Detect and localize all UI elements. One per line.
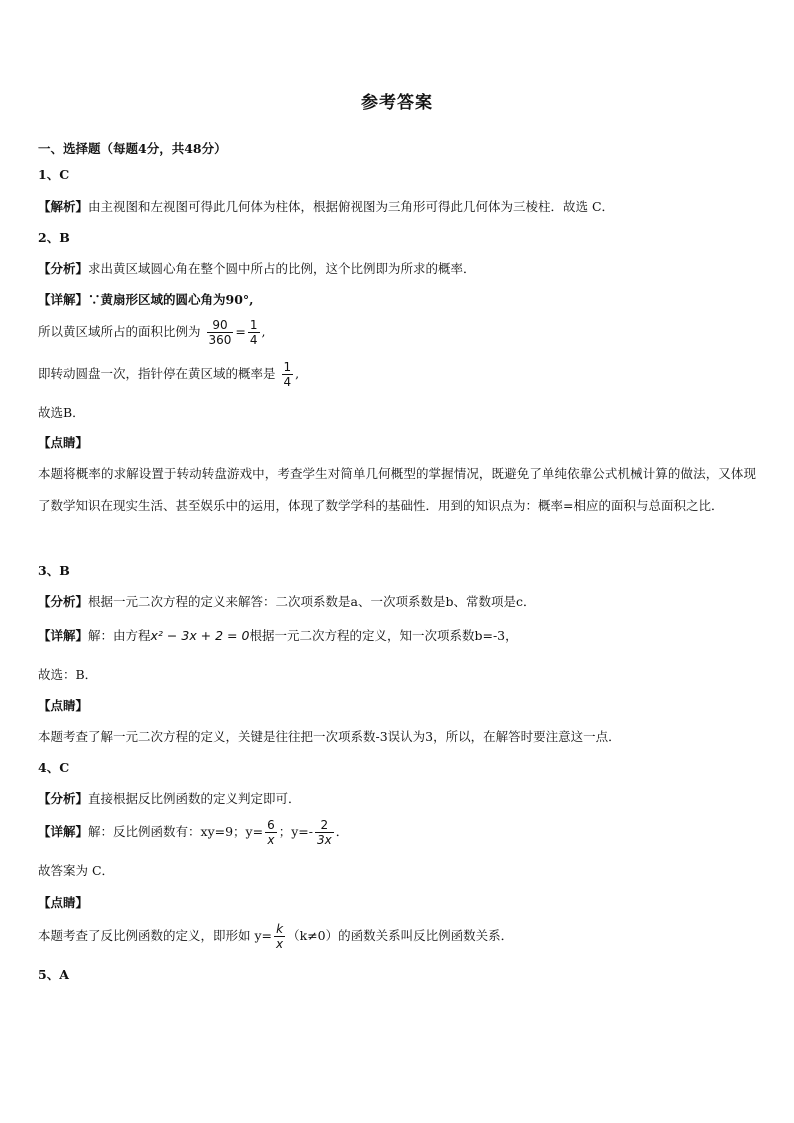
- fraction-denominator: x: [265, 832, 277, 847]
- q4-analysis: [38, 790, 301, 808]
- fraction-6-over-x: [265, 818, 277, 847]
- detail-text-end: ．: [335, 824, 349, 839]
- review-text: 本题考查了反比例函数的定义，即形如 y=: [38, 928, 273, 943]
- fraction-numerator: 1: [249, 318, 258, 332]
- q2-line-probability: [38, 360, 299, 389]
- probability-end: ,: [295, 366, 300, 381]
- fraction-denominator: 4: [249, 333, 258, 347]
- fraction-denominator: 360: [208, 333, 232, 347]
- review-text-end: （k≠0）的函数关系叫反比例函数关系．: [287, 928, 514, 943]
- detail-text-mid: ；y=-: [278, 824, 313, 839]
- q3-choose: 故选：B．: [38, 667, 98, 682]
- section-heading: 一、选择题（每题4分，共48分）: [38, 141, 227, 156]
- q4-detail: [38, 818, 348, 847]
- ratio-text: 所以黄区域所占的面积比例为: [38, 324, 201, 339]
- detail-tag: 【详解】: [38, 292, 89, 307]
- fraction-numerator: 2: [320, 818, 329, 832]
- detail-tag: 【详解】: [38, 824, 89, 839]
- q3-number: 3、B: [38, 563, 70, 578]
- q5-number: 5、A: [38, 967, 69, 982]
- analysis-tag: 【解析】: [38, 199, 89, 214]
- q2-line-ratio: [38, 318, 266, 347]
- probability-text: 即转动圆盘一次，指针停在黄区域的概率是: [38, 366, 276, 381]
- detail-text-end: 根据一元二次方程的定义，知一次项系数b=-3，: [249, 628, 518, 643]
- q4-number: 4、C: [38, 760, 70, 775]
- analysis-text: 直接根据反比例函数的定义判定即可．: [88, 791, 301, 806]
- analysis-text: 求出黄区域圆心角在整个圆中所占的比例，这个比例即为所求的概率．: [88, 261, 476, 276]
- fraction-90-360: [207, 318, 234, 347]
- ratio-end: ,: [261, 324, 266, 339]
- q3-detail: [38, 627, 518, 645]
- fraction-numerator: 6: [267, 818, 275, 832]
- fraction-2-over-3x: [315, 818, 334, 847]
- fraction-numerator: 1: [283, 360, 292, 374]
- q2-analysis: [38, 260, 476, 278]
- fraction-denominator: 3x: [317, 833, 332, 847]
- analysis-tag: 【分析】: [38, 261, 89, 276]
- q3-analysis: [38, 593, 535, 611]
- quadratic-equation: x² − 3x + 2 = 0: [150, 628, 250, 643]
- detail-text: ∵黄扇形区域的圆心角为90°,: [88, 292, 254, 307]
- q1-number: 1、C: [38, 167, 70, 182]
- fraction-1-4: [282, 360, 294, 389]
- analysis-text: 由主视图和左视图可得此几何体为柱体，根据俯视图为三角形可得此几何体为三棱柱．故选 C．: [88, 199, 615, 214]
- q3-review-tag: 【点睛】: [38, 698, 89, 713]
- q2-number: 2、B: [38, 230, 70, 245]
- fraction-numerator: 90: [212, 318, 228, 332]
- detail-tag: 【详解】: [38, 628, 89, 643]
- detail-text: 解：由方程: [88, 628, 151, 643]
- fraction-k-over-x: [274, 922, 285, 951]
- fraction-denominator: 4: [283, 375, 292, 389]
- q2-detail: [38, 291, 254, 309]
- q2-review: 本题将概率的求解设置于转动转盘游戏中，考查学生对简单几何概型的掌握情况，既避免了单纯依靠公式机械计算的做法，又体现了数学知识在现实生活、甚至娱乐中的运用，体现了数学学科的基础性．用到的知识点为：概率=相应的面积与总面积之比．: [38, 466, 756, 513]
- q1-analysis: [38, 198, 614, 216]
- detail-text: 解：反比例函数有：xy=9；y=: [88, 824, 264, 839]
- analysis-text: 根据一元二次方程的定义来解答：二次项系数是a、一次项系数是b、常数项是c．: [88, 594, 536, 609]
- fraction-denominator: x: [276, 937, 284, 951]
- q2-review-tag: 【点睛】: [38, 435, 89, 450]
- fraction-1-4: [248, 318, 260, 347]
- q4-review: [38, 922, 513, 951]
- analysis-tag: 【分析】: [38, 594, 89, 609]
- q4-review-tag: 【点睛】: [38, 895, 89, 910]
- analysis-tag: 【分析】: [38, 791, 89, 806]
- q2-choose: 故选B．: [38, 405, 85, 420]
- fraction-numerator: k: [276, 922, 284, 936]
- page-title: 参考答案: [361, 93, 433, 113]
- q3-review: 本题考查了解一元二次方程的定义，关键是往往把一次项系数-3误认为3，所以，在解答时要注意这一点．: [38, 729, 621, 744]
- equals-sign: =: [235, 324, 246, 339]
- q4-choose: 故答案为 C．: [38, 863, 115, 878]
